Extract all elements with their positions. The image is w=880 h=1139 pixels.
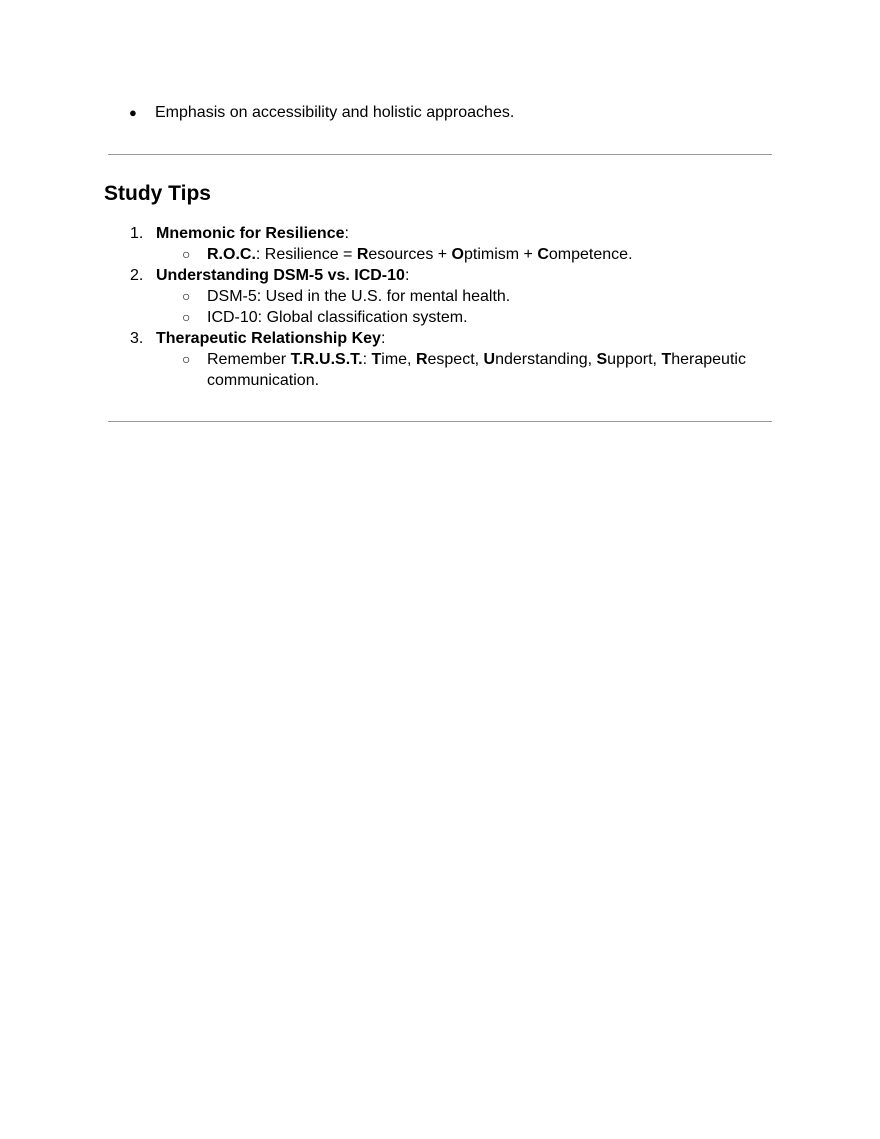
study-tip-label — [156, 223, 349, 244]
bold-fragment: T.R.U.S.T. — [290, 351, 363, 368]
bold-fragment: R — [415, 351, 428, 368]
bold-fragment: T — [371, 351, 382, 368]
study-tip-label — [156, 328, 385, 349]
study-tip-subitem — [0, 307, 880, 328]
subitem-text — [207, 307, 752, 328]
study-tip-title: Therapeutic Relationship Key — [156, 330, 381, 347]
bold-fragment: C — [537, 246, 549, 263]
text-fragment: ime, — [381, 351, 416, 368]
text-fragment: ptimism + — [464, 246, 538, 263]
study-tip-colon: : — [380, 330, 386, 347]
list-number: 1. — [130, 225, 144, 242]
study-tip-colon: : — [344, 225, 349, 242]
study-tips-list — [0, 223, 880, 391]
text-fragment: : — [362, 351, 372, 368]
subitem-text — [207, 286, 752, 307]
hollow-bullet-icon: ○ — [182, 351, 191, 367]
bold-fragment: R — [356, 246, 369, 263]
text-fragment: ompetence. — [548, 246, 633, 263]
text-fragment: herapeutic communication. — [207, 351, 746, 389]
study-tip-subitem — [0, 244, 880, 265]
intro-bullet-text: Emphasis on accessibility and holistic approaches. — [155, 104, 515, 121]
bold-fragment: O — [451, 246, 464, 263]
hollow-bullet-icon: ○ — [182, 246, 191, 262]
text-fragment: nderstanding, — [495, 351, 597, 368]
bold-fragment: T — [661, 351, 672, 368]
study-tip-subitem — [0, 286, 880, 307]
study-tip-title: Mnemonic for Resilience — [156, 225, 345, 242]
text-fragment: ICD-10: Global classification system. — [207, 309, 468, 326]
text-fragment: upport, — [607, 351, 662, 368]
intro-bullet-item — [129, 102, 514, 123]
text-fragment: DSM-5: Used in the U.S. for mental health. — [207, 288, 511, 305]
hollow-bullet-icon: ○ — [182, 309, 191, 325]
list-number: 2. — [130, 267, 144, 284]
study-tip-subitem — [0, 349, 880, 391]
study-tip-colon: : — [404, 267, 410, 284]
bold-fragment: U — [483, 351, 496, 368]
horizontal-rule — [108, 421, 772, 422]
subitem-text — [207, 349, 752, 391]
section-heading: Study Tips — [104, 182, 211, 205]
text-fragment: : Resilience = — [255, 246, 357, 263]
study-tip-label — [156, 265, 409, 286]
hollow-bullet-icon: ○ — [182, 288, 191, 304]
text-fragment: Remember — [207, 351, 291, 368]
study-tip-item — [0, 328, 880, 349]
study-tip-item — [0, 265, 880, 286]
list-number: 3. — [130, 330, 144, 347]
horizontal-rule — [108, 154, 772, 155]
text-fragment: esources + — [368, 246, 452, 263]
bullet-icon: ● — [129, 105, 137, 120]
subitem-text — [207, 244, 752, 265]
study-tip-title: Understanding DSM-5 vs. ICD-10 — [156, 267, 405, 284]
bold-fragment: S — [596, 351, 608, 368]
bold-fragment: R.O.C. — [207, 246, 256, 263]
study-tip-item — [0, 223, 880, 244]
text-fragment: espect, — [427, 351, 484, 368]
